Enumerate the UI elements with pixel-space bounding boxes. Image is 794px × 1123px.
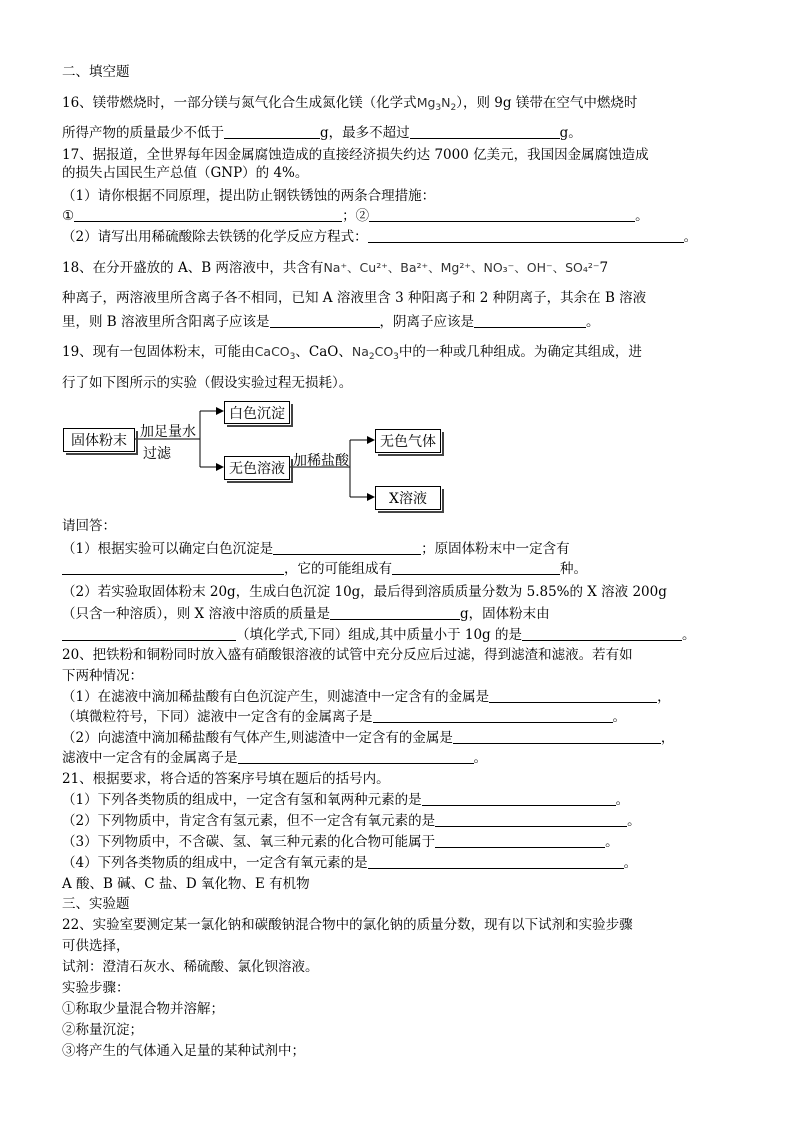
q21-blank-4[interactable] — [368, 854, 624, 869]
q19-text-p2b: （只含一种溶质），则 X 溶液中溶质的质量是 — [62, 606, 330, 622]
q21-end-2: 。 — [627, 813, 641, 829]
q19-part2-line3 — [62, 626, 696, 644]
q21-end-1: 。 — [615, 792, 630, 808]
section-title-fill-blank: 二、填空题 — [62, 64, 130, 80]
flow-box-solution: 无色溶液 — [224, 456, 290, 480]
q16-blank-max[interactable] — [410, 124, 560, 139]
q18-blank-cations[interactable] — [270, 313, 380, 328]
q19-part1-line1 — [62, 540, 570, 558]
flow-box-x-solution: X溶液 — [375, 486, 441, 510]
q19-text-p2c: g，固体粉末由 — [459, 606, 550, 622]
q18-blank-anions[interactable] — [474, 313, 586, 328]
q21-text-p2: （2）下列物质中，肯定含有氢元素，但不一定含有氧元素的是 — [62, 813, 436, 829]
q21-part4 — [62, 854, 637, 872]
q20-text-3a: （1）在滤液中滴加稀盐酸有白色沉淀产生，则滤渣中一定含有的金属是 — [62, 689, 490, 705]
q19-line1 — [62, 343, 642, 366]
q19-text-1a: 19、现有一包固体粉末，可能由 — [62, 344, 255, 360]
q21-blank-1[interactable] — [422, 791, 616, 806]
q18-text-1a: 18、在分开盛放的 A、B 两溶液中，共含有 — [62, 260, 324, 276]
q17-text-5a: （2）请写出用稀硫酸除去铁锈的化学反应方程式： — [62, 229, 368, 245]
q18-text-3b: ，阴离子应该是 — [379, 314, 475, 330]
q18-ions: Na⁺、Cu²⁺、Ba²⁺、Mg²⁺、NO₃⁻、OH⁻、SO₄²⁻ — [323, 260, 600, 275]
q21-options: A 酸、B 碱、C 盐、D 氧化物、E 有机物 — [62, 876, 310, 892]
q20-line1: 20、把铁粉和铜粉同时放入盛有硝酸银溶液的试管中充分反应后过滤，得到滤渣和滤液。若有如 — [62, 647, 633, 663]
q20-blank-residue-metal-2[interactable] — [453, 729, 661, 744]
q19-text-1c: 中的一种或几种组成。为确定其组成，进 — [398, 344, 642, 360]
q16-text-2a: 所得产物的质量最少不低于 — [62, 125, 224, 141]
q17-line2: 的损失占国民生产总值（GNP）的 4%。 — [62, 165, 309, 181]
q19-part1-line2 — [62, 560, 587, 578]
flow-box-solid: 固体粉末 — [63, 428, 135, 452]
q19-blank-precipitate[interactable] — [273, 540, 421, 555]
q17-text-5b: 。 — [683, 229, 698, 245]
q21-part3 — [62, 833, 619, 851]
q21-end-4: 。 — [623, 855, 638, 871]
q16-text-2c: g。 — [559, 125, 582, 141]
q17-line4 — [62, 207, 649, 225]
q20-line4 — [62, 708, 626, 726]
q22-line2: 可供选择， — [62, 938, 130, 954]
q22-line1: 22、实验室要测定某一氯化钠和碳酸钠混合物中的氯化钠的质量分数，现有以下试剂和实验步骤 — [62, 917, 633, 933]
q20-text-4b: 。 — [612, 709, 626, 725]
q19-blank-must-contain[interactable] — [62, 560, 284, 575]
q17-line5 — [62, 228, 697, 246]
q19-blank-less-than-10g[interactable] — [522, 626, 682, 641]
q18-text-3c: 。 — [586, 314, 600, 330]
q16-blank-min[interactable] — [224, 124, 320, 139]
flow-label-filter: 过滤 — [143, 446, 171, 462]
q19-text-p1c: ，它的可能组成有 — [284, 561, 392, 577]
q16-text-1b: ），则 9g 镁带在空气中燃烧时 — [456, 95, 638, 111]
flow-label-add-water: 加足量水 — [140, 424, 196, 440]
q18-line3 — [62, 313, 600, 331]
q19-text-1b: 、CaO、 — [295, 344, 352, 360]
q21-part2 — [62, 812, 641, 830]
flow-box-precipitate: 白色沉淀 — [224, 401, 290, 424]
q16-line2 — [62, 124, 582, 142]
q17-mark-2: ；② — [342, 208, 370, 224]
q20-text-6b: 。 — [473, 750, 487, 766]
q22-step1: ①称取少量混合物并溶解； — [62, 1001, 224, 1017]
q17-end: 。 — [635, 208, 649, 224]
q18-line1 — [62, 259, 608, 277]
q18-line2: 种离子，两溶液里所含离子各不相同，已知 A 溶液里含 3 种阳离子和 2 种阴离子，其余在 B 溶液 — [62, 290, 647, 306]
q22-reagents: 试剂：澄清石灰水、稀硫酸、氯化钡溶液。 — [62, 959, 319, 975]
q19-part2-line2 — [62, 605, 550, 623]
q18-text-3a: 里，则 B 溶液里所含阳离子应该是 — [62, 314, 270, 330]
q16-line1 — [62, 94, 637, 117]
q17-line3: （1）请你根据不同原理，提出防止钢铁锈蚀的两条合理措施： — [62, 188, 436, 204]
q20-line2: 下两种情况： — [62, 668, 143, 684]
q16-text-1a: 16、镁带燃烧时，一部分镁与氮气化合生成氮化镁（化学式 — [62, 95, 417, 111]
q22-step3: ③将产生的气体通入足量的某种试剂中； — [62, 1043, 305, 1059]
flow-box-gas: 无色气体 — [375, 429, 441, 453]
q20-blank-filtrate-ion-1[interactable] — [373, 708, 613, 723]
q20-line3 — [62, 688, 671, 706]
q17-blank-2[interactable] — [369, 207, 635, 222]
q20-text-5a: （2）向滤渣中滴加稀盐酸有气体产生,则滤渣中一定含有的金属是 — [62, 730, 453, 746]
q22-steps-label: 实验步骤： — [62, 980, 130, 996]
q20-text-3b: ， — [657, 689, 671, 705]
q22-step2: ②称量沉淀； — [62, 1022, 143, 1038]
q20-blank-residue-metal-1[interactable] — [489, 688, 657, 703]
q21-part1 — [62, 791, 629, 809]
q19-formula-na2co3: $Na_2CO_3$ — [351, 344, 399, 362]
q17-mark-1: ① — [62, 208, 75, 224]
q19-blank-solute-mass[interactable] — [330, 605, 460, 620]
q17-blank-1[interactable] — [74, 207, 342, 222]
q20-text-6a: 滤液中一定含有的金属离子是 — [62, 750, 238, 766]
q16-text-2b: g，最多不超过 — [320, 125, 410, 141]
q18-text-1b: 7 — [599, 260, 609, 276]
q21-blank-2[interactable] — [435, 812, 627, 827]
section-title-experiment: 三、实验题 — [62, 896, 130, 912]
q21-end-3: 。 — [605, 834, 619, 850]
q17-blank-equation[interactable] — [368, 228, 684, 243]
q19-blank-composition[interactable] — [62, 626, 236, 641]
q20-blank-filtrate-ion-2[interactable] — [238, 749, 474, 764]
q19-text-p2e: 。 — [682, 627, 696, 643]
q21-line1: 21、根据要求，将合适的答案序号填在题后的括号内。 — [62, 771, 390, 787]
q19-blank-combinations[interactable] — [392, 560, 560, 575]
q21-text-p4: （4）下列各类物质的组成中，一定含有氧元素的是 — [62, 855, 368, 871]
q19-text-p1a: （1）根据实验可以确定白色沉淀是 — [62, 541, 274, 557]
q21-blank-3[interactable] — [435, 833, 605, 848]
q21-text-p1: （1）下列各类物质的组成中，一定含有氢和氧两种元素的是 — [62, 792, 422, 808]
flow-label-add-acid: 加稀盐酸 — [293, 453, 349, 469]
q19-text-p1b: ；原固体粉末中一定含有 — [421, 541, 570, 557]
q19-text-p2d: （填化学式,下同）组成,其中质量小于 10g 的是 — [236, 627, 522, 643]
q19-line2: 行了如下图所示的实验（假设实验过程无损耗）。 — [62, 375, 353, 391]
q20-text-5b: ， — [660, 730, 675, 746]
q20-line5 — [62, 729, 674, 747]
q19-text-p1d: 种。 — [560, 561, 587, 577]
q19-formula-caco3: CaCO$_3$ — [254, 344, 296, 362]
q20-line6 — [62, 749, 487, 767]
q19-part2-line1: （2）若实验取固体粉末 20g，生成白色沉淀 10g，最后得到溶质质量分数为 5.85%的 X 溶液 200g — [62, 584, 667, 600]
q19-answer-label: 请回答： — [62, 518, 116, 534]
q21-text-p3: （3）下列物质中，不含碳、氢、氧三种元素的化合物可能属于 — [62, 834, 436, 850]
q20-text-4a: （填微粒符号，下同）滤液中一定含有的金属离子是 — [62, 709, 373, 725]
q16-formula: $Mg_3N_2$ — [416, 95, 457, 113]
q17-line1: 17、据报道，全世界每年因金属腐蚀造成的直接经济损失约达 7000 亿美元，我国因金属腐蚀造成 — [62, 147, 649, 163]
